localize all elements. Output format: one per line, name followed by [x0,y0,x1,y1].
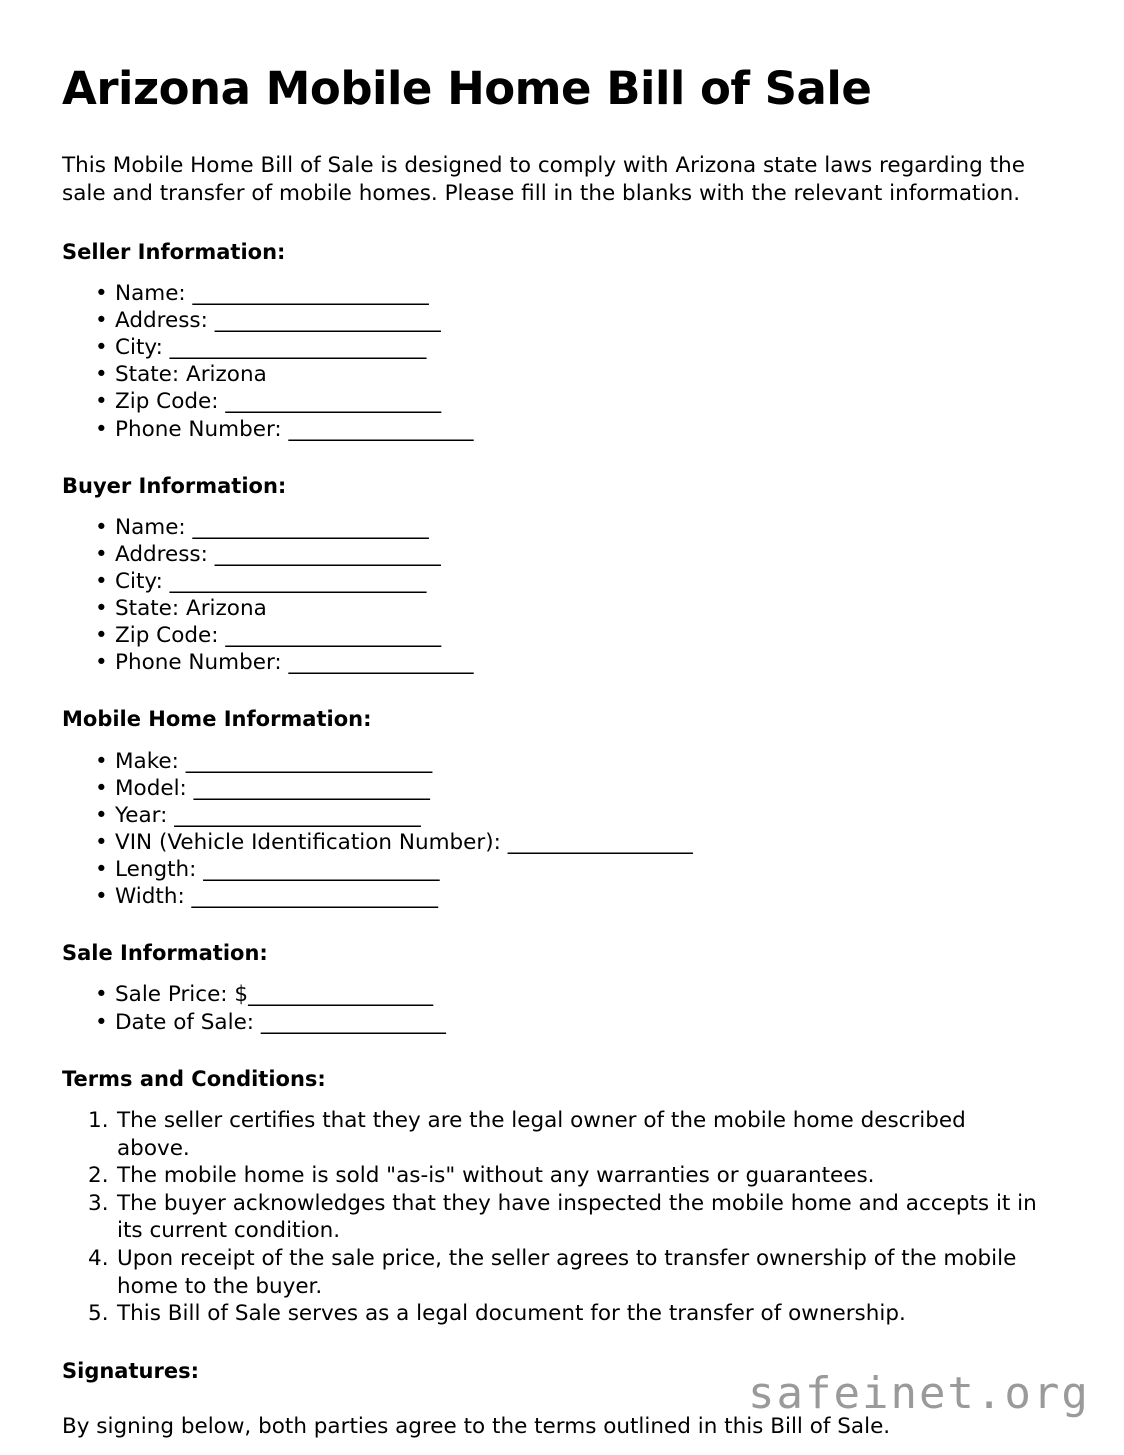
sale-information-heading: Sale Information: [62,941,268,966]
seller-information-heading: Seller Information: [62,239,286,264]
field-blank: ________________________ [174,802,421,828]
field-label: Date of Sale: [115,1009,261,1035]
page-title: Arizona Mobile Home Bill of Sale [62,62,872,115]
field-blank: _________________________ [169,335,426,361]
field-label: State: Arizona [115,362,267,388]
list-item [62,1009,1042,1036]
field-label: Year: [115,802,175,828]
intro-paragraph: This Mobile Home Bill of Sale is designed to comply with Arizona state laws regarding the sale and transfer of mobile homes. Please fill in the blanks with the relevant information. [62,153,1025,207]
list-item [62,802,1042,829]
field-blank: __________________ [248,982,433,1008]
watermark: safeinet.org [748,1368,1090,1419]
list-item: The mobile home is sold "as-is" without any warranties or guarantees. [117,1163,875,1189]
field-label: Address: [115,308,215,334]
field-label: City: [115,569,170,595]
field-blank: ______________________ [214,541,441,567]
list-item [62,775,1042,802]
field-blank: _____________________ [225,389,441,415]
list-item [62,829,1042,856]
buyer-field-list [62,514,1042,676]
field-blank: _________________________ [169,569,426,595]
field-blank: ________________________ [191,884,438,910]
list-item: Upon receipt of the sale price, the seller agrees to transfer ownership of the mobile home to the buyer. [117,1246,1017,1299]
list-item [62,541,1042,568]
field-label: City: [115,335,170,361]
list-item: This Bill of Sale serves as a legal document for the transfer of ownership. [117,1301,906,1327]
list-item [62,361,1042,388]
field-label: Width: [115,884,192,910]
field-label: Sale Price: $ [115,982,249,1008]
list-item [62,388,1042,415]
field-label: VIN (Vehicle Identification Number): [115,829,508,855]
field-blank: _______________________ [192,281,429,307]
field-label: State: Arizona [115,596,267,622]
signature-note: By signing below, both parties agree to the terms outlined in this Bill of Sale. [62,1414,891,1440]
field-blank: __________________ [260,1009,446,1035]
field-label: Address: [115,541,215,567]
list-item [62,856,1042,883]
field-blank: __________________ [507,829,693,855]
field-blank: __________________ [288,416,474,442]
field-label: Model: [115,775,194,801]
field-blank: _____________________ [225,623,441,649]
list-item [62,280,1042,307]
field-blank: ______________________ [214,308,441,334]
list-item [62,307,1042,334]
buyer-information-heading: Buyer Information: [62,473,287,498]
field-label: Length: [115,856,204,882]
field-label: Name: [115,281,193,307]
field-blank: __________________ [288,650,474,676]
field-blank: _______________________ [192,514,429,540]
terms-list [62,1107,1042,1328]
field-label: Phone Number: [115,650,289,676]
list-item [62,334,1042,361]
field-blank: ________________________ [185,748,432,774]
sale-field-list [62,981,1042,1035]
list-item [62,568,1042,595]
list-item [62,595,1042,622]
field-blank: _______________________ [193,775,430,801]
field-label: Name: [115,514,193,540]
seller-field-list [62,280,1042,442]
field-blank: _______________________ [203,856,439,882]
list-item [62,981,1042,1008]
list-item: The buyer acknowledges that they have inspected the mobile home and accepts it in its current condition. [117,1190,1037,1244]
field-label: Zip Code: [115,389,226,415]
terms-and-conditions-heading: Terms and Conditions: [62,1066,326,1091]
list-item [62,514,1042,541]
list-item [62,883,1042,910]
list-item [62,416,1042,443]
list-item [62,748,1042,775]
list-item [62,622,1042,649]
signatures-heading: Signatures: [62,1358,199,1383]
list-item [62,649,1042,676]
list-item: The seller certifies that they are the legal owner of the mobile home described above. [117,1107,966,1161]
field-label: Make: [115,748,186,774]
document-content [62,62,1042,1441]
field-label: Phone Number: [115,416,289,442]
mobile-home-field-list [62,748,1042,910]
field-label: Zip Code: [115,623,226,649]
mobile-home-information-heading: Mobile Home Information: [62,707,372,732]
